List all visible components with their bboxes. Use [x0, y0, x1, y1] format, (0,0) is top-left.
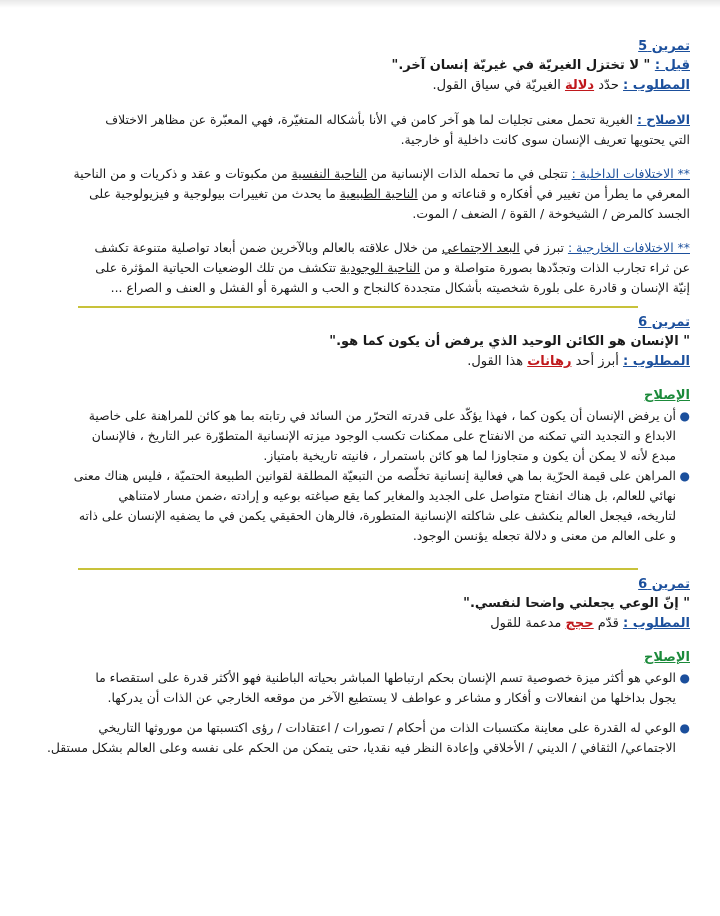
- list-item: ● أن يرفض الإنسان أن يكون كما ، فهذا يؤكّد على قدرته التحرّر من السائد في رتابته بما هو كائن للمراهنة على خاصية الابداع و التجديد التي تمكنه من الانفتاح على ممكنات تكسب الوجود ميزته الإنسانية المتطوّرة عبر التاريخ ، فالإنسان مبدع لأنه لا يمكن أن يكون و متجاوزا لما هو كائن باستمرار ، فانيته تاريخية بامتياز.: [88, 408, 690, 463]
- paragraph-line: الجسد كالمرض / الشيخوخة / القوة / الضعف / الموت.: [412, 206, 690, 221]
- section-divider: [78, 568, 638, 570]
- correction-label: الإصلاح: [644, 650, 690, 665]
- exercise-6a: [26, 314, 690, 372]
- exercise-title: تمرين 5: [638, 39, 690, 54]
- section-divider: [78, 306, 638, 308]
- exercise-title: تمرين 6: [638, 315, 690, 330]
- exercise-5: [26, 38, 690, 96]
- exercise-quote: " إنّ الوعي يجعلني واضحا لنفسي.": [463, 596, 690, 611]
- paragraph: ** الاختلافات الداخلية : تتجلى في ما تحمله الذات الإنسانية من الناحية النفسية من مكبوتات و عقد و ذكريات و من الناحية: [73, 166, 690, 181]
- list-item: ● الوعي له القدرة على معاينة مكتسبات الذات من أحكام / تصورات / اعتقادات / رؤى اكتسبتها من موروثها التاريخي الاجتماعي/ الثقافي / الديني / الأخلاقي وإعادة النظر فيه نقديا، حتى يتمكن من الحكم على نفسه وعلى العالم بشكل مستقل.: [46, 720, 690, 755]
- paragraph: ** الاختلافات الخارجية : تبرز في البعد الاجتماعي من خلال علاقته بالعالم وبالآخرين ضمن أبعاد تواصلية متنوعة تكشف: [94, 240, 690, 255]
- exercise-quote: " الإنسان هو الكائن الوحيد الذي يرفض أن يكون كما هو.": [329, 334, 690, 349]
- bullet-icon: ●: [679, 469, 690, 483]
- scan-edge: [0, 0, 720, 8]
- correction-5: [26, 110, 690, 298]
- exercise-requirement: المطلوب : قدّم حجج مدعمة للقول: [490, 616, 690, 631]
- exercise-title: تمرين 6: [638, 577, 690, 592]
- correction-6a: [26, 386, 690, 546]
- paragraph-line: إنيّة الإنسان و قادرة على بلورة شخصيته بأشكال متجددة كالنجاح و الحب و الشهرة أو الفشل و العنف و الصراع ...: [110, 280, 690, 295]
- list-item: ● الوعي هو أكثر ميزة خصوصية تسم الإنسان بحكم ارتباطها المباشر بحياته الباطنية فهو الأكثر قدرة على استقصاء ما يجول بداخلها من انفعالات و أفكار و مشاعر و عواطف لا يستطيع الآخر من موقعه الخارجي عن الذات أن يدركها.: [95, 670, 690, 705]
- paragraph-line: عن ثراء تجارب الذات وتجدّدها بصورة متواصلة و من الناحية الوجودية تتكشف من تلك الوضعيات الحياتية المؤثرة على: [95, 260, 690, 275]
- exercise-requirement: المطلوب : أبرز أحد رهانات هذا القول.: [467, 354, 690, 369]
- exercise-6b: [26, 576, 690, 634]
- exercise-requirement: المطلوب : حدّد دلالة الغيريّة في سياق القول.: [432, 78, 690, 93]
- bullet-icon: ●: [679, 409, 690, 423]
- paragraph: الاصلاح : الغيرية تحمل معنى تجليات لما هو آخر كامن في الأنا بأشكاله المتغيّرة، فهي المعبّرة عن مظاهر الاختلاف: [105, 112, 690, 127]
- correction-label: الإصلاح: [644, 388, 690, 403]
- paragraph-line: التي يحتويها تعريف الإنسان سوى كانت داخلية أو خارجية.: [400, 132, 690, 147]
- bullet-icon: ●: [679, 671, 690, 685]
- exercise-quote: قيل : " لا تختزل الغيريّة في غيريّة إنسان آخر.": [391, 58, 690, 73]
- list-item: ● المراهن على قيمة الحرّية بما هي فعالية إنسانية تخلّصه من التبعيّة المطلقة لقوانين الطبيعة الحتميّة ، فليس هناك معنى نهائي للعالم، بل هناك انفتاح متواصل على الجديد والمغاير كما يقع صياغته بوعيه و إرادته ،ضمن مسار لامتناهي لتاريخه، فيجعل العالم ينكشف على شاكلته الإنسانية المتطورة، فالرهان الحقيقي يكمن في ما يضفيه الإنسان على ذاته و على العالم من معنى و دلالة تجعله يؤنسن الوجود.: [73, 468, 690, 543]
- bullet-icon: ●: [679, 721, 690, 735]
- paragraph-line: المعرفي ما يطرأ من تغيير في أفكاره و قناعاته و من الناحية الطبيعية ما يحدث من تغييرات بيولوجية و فيزيولوجية على: [89, 186, 690, 201]
- correction-6b: [26, 648, 690, 758]
